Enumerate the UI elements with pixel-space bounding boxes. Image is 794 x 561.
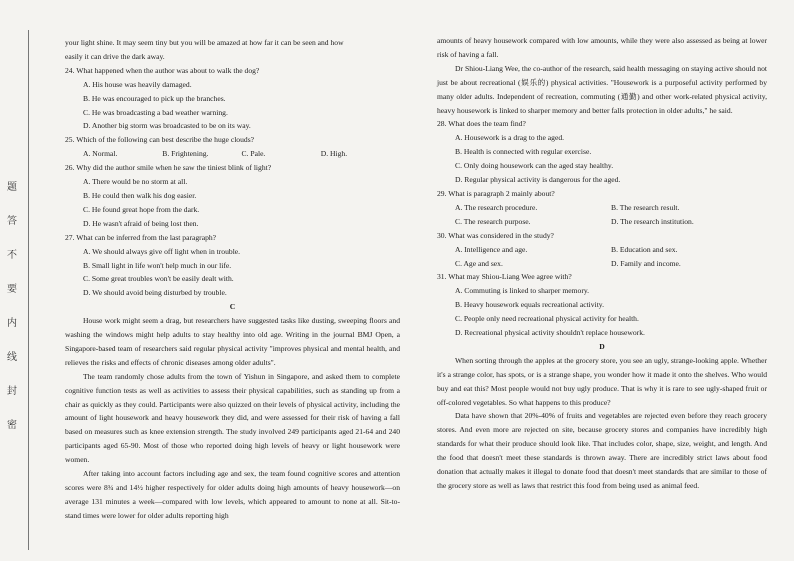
margin-char: 题: [7, 182, 17, 193]
question-24: 24. What happened when the author was about to walk the dog?: [65, 65, 260, 75]
passage-paragraph: After taking into account factors including age and sex, the team found cognitive scores and attention scores were 8¾ and 14½ higher respectively for older adults doing high amounts of heavy housework—on average 131 minutes a week—compared with low levels, which appeared to amount to none at all. Sit-to-stand times were lower for older adults reporting high: [65, 469, 400, 520]
section-heading-d: D: [599, 341, 605, 351]
passage-paragraph: When sorting through the apples at the grocery store, you see an ugly, strange-looking apple. Whether it's a strange color, has spots, or is a strange shape, you wonder how it made it onto the shelves. Who would buy and eat this? Most people would not buy ugly produce. That is why it is rare to see ugly-shaped fruit or off-colored vegetables. So what happens to this produce?: [437, 355, 767, 407]
question-29: 29. What is paragraph 2 mainly about?: [437, 188, 555, 198]
options-row: [437, 215, 767, 229]
binding-margin: [0, 0, 48, 561]
option: D. We should avoid being disturbed by trouble.: [83, 288, 227, 298]
margin-char: 内: [7, 318, 17, 329]
margin-char: 不: [7, 250, 17, 261]
right-column: [437, 34, 767, 493]
option: C. The research purpose.: [455, 216, 531, 226]
question-25: 25. Which of the following can best describe the huge clouds?: [65, 135, 255, 145]
option: A. The research procedure.: [455, 202, 538, 212]
option: B. He was encouraged to pick up the branches.: [83, 93, 226, 103]
option: C. Only doing housework can the aged stay healthy.: [455, 161, 614, 171]
question-26: 26. Why did the author smile when he saw the tiniest blink of light?: [65, 163, 272, 173]
margin-char: 密: [7, 420, 17, 431]
question-27: 27. What can be inferred from the last paragraph?: [65, 232, 217, 242]
margin-char: 答: [7, 216, 17, 227]
margin-char: 封: [7, 386, 17, 397]
option: C. Pale.: [241, 149, 266, 159]
option: D. He wasn't afraid of being lost then.: [83, 218, 199, 228]
option: D. Another big storm was broadcasted to be on its way.: [83, 121, 251, 131]
option: B. Health is connected with regular exercise.: [455, 147, 592, 157]
passage-paragraph: The team randomly chose adults from the town of Yishun in Singapore, and asked them to complete cognitive function tests as well as activities to assess their physical capabilities, such as standing up from a chair as quickly as they could. Participants were also quizzed on their levels of physical activity, including the amount of light housework and heavy housework they did, and were assessed for their risk of having a fall based on measures such as knee extension strength. The study involved 249 participants aged 21-64 and 240 participants aged 65-90. Most of those who reported doing high levels of heavy or light housework were women.: [65, 371, 400, 465]
question-30: 30. What was considered in the study?: [437, 230, 554, 240]
intro-line: easily it can drive the dark away.: [65, 51, 165, 61]
option: A. Housework is a drag to the aged.: [455, 133, 565, 143]
intro-line: your light shine. It may seem tiny but you will be amazed at how far it can be seen and how: [65, 38, 344, 47]
passage-paragraph: House work might seem a drag, but researchers have suggested tasks like dusting, sweeping floors and washing the windows might help adults to stay healthy into old age. Writing in the journal BMJ Open, a Singapore-based team of researchers said regular physical activity "improves physical and mental health, and relieves the risks and effects of chronic diseases among older adults".: [65, 316, 400, 367]
option: D. High.: [320, 149, 348, 159]
option: A. We should always give off light when in trouble.: [83, 246, 241, 256]
option: B. Frightening.: [162, 149, 209, 159]
options-row: [437, 243, 767, 257]
option: D. Family and income.: [611, 258, 681, 268]
option: A. His house was heavily damaged.: [83, 79, 192, 89]
binding-line: [28, 30, 29, 550]
option: A. Intelligence and age.: [455, 244, 528, 254]
passage-paragraph: amounts of heavy housework compared with low amounts, while they were also assessed as being at lower risk of having a fall.: [437, 36, 767, 59]
option: D. Recreational physical activity shouldn't replace housework.: [455, 328, 645, 338]
options-row: [437, 257, 767, 271]
option: D. The research institution.: [611, 216, 694, 226]
option: C. He was broadcasting a bad weather warning.: [83, 107, 228, 117]
left-column: [65, 36, 400, 523]
option: B. He could then walk his dog easier.: [83, 190, 197, 200]
option: B. Small light in life won't help much in our life.: [83, 260, 232, 270]
option: D. Regular physical activity is dangerous for the aged.: [455, 175, 621, 185]
option: A. There would be no storm at all.: [83, 177, 188, 187]
options-row: [65, 147, 400, 161]
option: A. Commuting is linked to sharper memory.: [455, 286, 590, 296]
option: C. People only need recreational physical activity for health.: [455, 314, 639, 324]
passage-paragraph: Data have shown that 20%-40% of fruits and vegetables are rejected even before they reach grocery stores. And even more are rejected on site, because grocery stores and companies have incredibly high standards for what their produce should look like. That includes color, shape, size, weight, and length. And the food that doesn't meet these standards is thrown away. There are incredibly strict laws about food donation that actually makes it illegal to donate food that doesn't meet standards that are similar to those of the grocery store as well as laws that restrict this food from being used as animal feed.: [437, 411, 767, 490]
passage-paragraph: Dr Shiou-Liang Wee, the co-author of the research, said health messaging on staying active should not just be about recreational (娱乐的) physical activities. "Housework is a purposeful activity performed by many older adults. Independent of recreation, commuting (通勤) and other work-related physical activity, heavy housework is linked to sharper memory and better falls protection in older adults," he said.: [437, 63, 767, 115]
margin-char: 要: [7, 284, 17, 295]
margin-char: 线: [7, 352, 17, 363]
question-31: 31. What may Shiou-Liang Wee agree with?: [437, 272, 572, 282]
question-28: 28. What does the team find?: [437, 119, 526, 129]
option: A. Normal.: [83, 149, 118, 159]
option: C. Some great troubles won't be easily dealt with.: [83, 274, 234, 284]
option: B. Heavy housework equals recreational activity.: [455, 300, 605, 310]
section-heading-c: C: [229, 302, 236, 312]
option: C. He found great hope from the dark.: [83, 204, 200, 214]
option: B. The research result.: [611, 202, 680, 212]
option: C. Age and sex.: [455, 258, 503, 268]
option: B. Education and sex.: [611, 244, 678, 254]
options-row: [437, 201, 767, 215]
